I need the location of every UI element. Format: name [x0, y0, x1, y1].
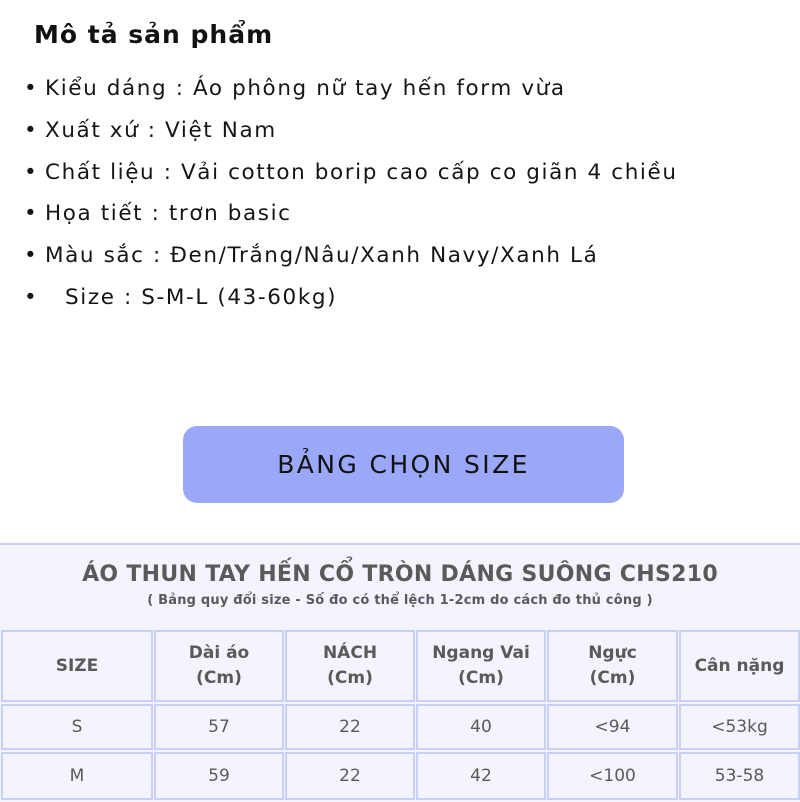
column-header-armpit — [285, 630, 415, 702]
table-cell: M — [1, 752, 153, 800]
size-chart-button[interactable]: BẢNG CHỌN SIZE — [183, 426, 624, 503]
table-cell: <100 — [547, 752, 678, 800]
list-item-text: Chất liệu : Vải cotton borip cao cấp co giãn 4 chiều — [45, 159, 678, 185]
column-header-label: NÁCH (Cm) — [322, 643, 378, 688]
list-item-text: Xuất xứ : Việt Nam — [45, 117, 277, 143]
column-header-chest — [547, 630, 678, 702]
column-header-length — [154, 630, 284, 702]
column-header-size — [1, 630, 153, 702]
list-item-text: Size : S-M-L (43-60kg) — [65, 284, 338, 310]
table-cell: 53-58 — [679, 752, 800, 800]
bullet-icon: • — [24, 284, 39, 310]
column-header-label: Cân nặng — [694, 655, 785, 676]
column-header-label: Dài áo (Cm) — [188, 643, 250, 688]
list-item-text: Họa tiết : trơn basic — [45, 201, 292, 227]
list-item — [24, 68, 678, 110]
column-header-label: Ngực (Cm) — [588, 643, 637, 688]
table-cell: 59 — [154, 752, 284, 800]
size-table-subtitle: ( Bảng quy đổi size - Số đo có thể lệch 1-2cm do cách đo thủ công ) — [147, 593, 653, 608]
list-item — [24, 110, 678, 152]
list-item — [24, 235, 678, 277]
table-cell: <53kg — [679, 704, 800, 750]
column-header-label: Ngang Vai (Cm) — [432, 643, 530, 688]
size-table-header — [0, 543, 800, 627]
table-cell: 42 — [416, 752, 546, 800]
table-cell: S — [1, 704, 153, 750]
list-item-text: Kiểu dáng : Áo phông nữ tay hến form vừa — [45, 76, 566, 101]
table-cell: <94 — [547, 704, 678, 750]
bullet-icon: • — [24, 76, 39, 101]
bullet-icon: • — [24, 201, 39, 227]
column-header-shoulder — [416, 630, 546, 702]
list-item — [24, 277, 678, 319]
list-item-text: Màu sắc : Đen/Trắng/Nâu/Xanh Navy/Xanh Lá — [45, 243, 599, 269]
table-cell: 22 — [285, 752, 415, 800]
bullet-icon: • — [24, 159, 39, 185]
section-title: Mô tả sản phẩm — [34, 20, 274, 49]
list-item — [24, 152, 678, 194]
bullet-icon: • — [24, 243, 39, 269]
column-header-label: SIZE — [55, 655, 99, 676]
table-cell: 22 — [285, 704, 415, 750]
bullet-icon: • — [24, 117, 39, 143]
list-item — [24, 193, 678, 235]
table-cell: 57 — [154, 704, 284, 750]
size-table-title: ÁO THUN TAY HẾN CỔ TRÒN DÁNG SUÔNG CHS210 — [82, 562, 718, 587]
column-header-weight — [679, 630, 800, 702]
description-list — [24, 68, 678, 319]
table-cell: 40 — [416, 704, 546, 750]
